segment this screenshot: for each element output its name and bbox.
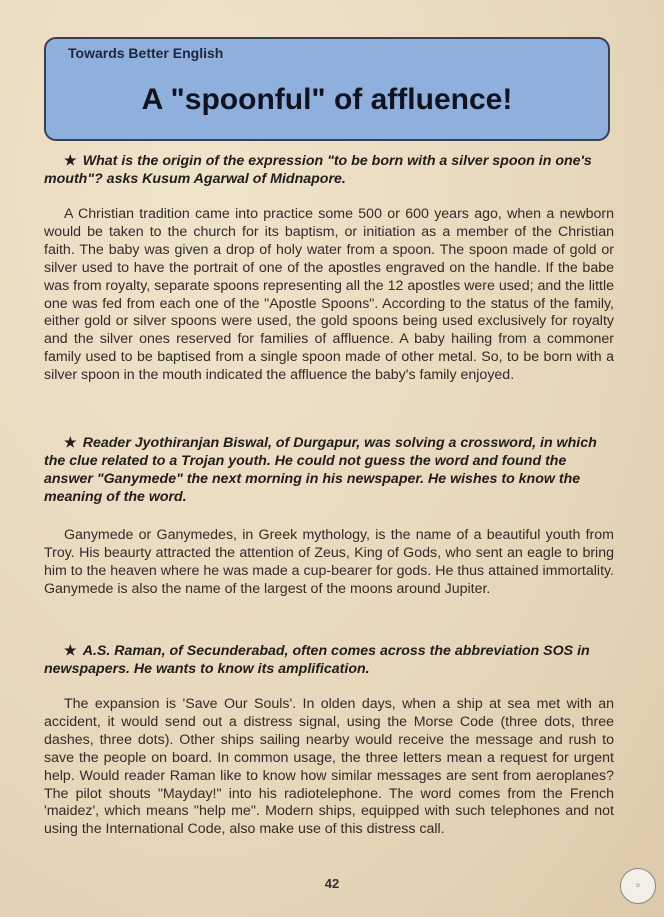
question-2-text: Reader Jyothiranjan Biswal, of Durgapur, was solving a crossword, in which the clue related to a Trojan youth. He could not guess the word and found the answer "Ganymede" the next morning in his newspaper. He wishes to know the meaning of the word. <box>44 435 597 505</box>
answer-1: A Christian tradition came into practice some 500 or 600 years ago, when a newborn would be taken to the church for its baptism, or initiation as a member of the Christian faith. The baby was given a drop of holy water from a spoon. The spoon made of gold or silver used to have the portrait of one of the apostles engraved on the handle. If the babe was from royalty, separate spoons representing all the 12 apostles were used; and the little one was fed from each one of the "Apostle Spoons". According to the status of the family, either gold or silver spoons were used, the gold spoons being used exclusively for royalty and the silver ones reserved for families of affluence. A baby hailing from a commoner family used to be baptised from a single spoon made of other metal. So, to be born with a silver spoon in the mouth indicated the affluence the baby's family enjoyed. <box>44 206 614 384</box>
star-icon: ★ <box>64 435 77 451</box>
question-1-text: What is the origin of the expression "to be born with a silver spoon in one's mouth"? asks Kusum Agarwal of Midnapore. <box>44 153 592 187</box>
library-stamp-icon: ☺ <box>620 868 656 904</box>
star-icon: ★ <box>64 643 77 659</box>
page-title: A "spoonful" of affluence! <box>141 83 513 116</box>
header-box <box>44 37 610 141</box>
question-3 <box>44 642 614 678</box>
page-number: 42 <box>324 876 340 891</box>
section-label: Towards Better English <box>68 45 224 61</box>
question-2 <box>44 434 614 506</box>
question-3-text: A.S. Raman, of Secunderabad, often comes across the abbreviation SOS in newspapers. He wants to know its amplification. <box>44 643 590 677</box>
answer-3: The expansion is 'Save Our Souls'. In olden days, when a ship at sea met with an accident, it would send out a distress signal, using the Morse Code (three dots, three dashes, three dots). Other ships sailing nearby would receive the message and rush to save the people on board. In common usage, the three letters mean a request for urgent help. Would reader Raman like to know how similar messages are sent from aeroplanes? The pilot shouts "Mayday!" into his radiotelephone. The word comes from the French 'maidez', which means "help me". Modern ships, equipped with such telephones and not using the International Code, also make use of this distress call. <box>44 696 614 838</box>
star-icon: ★ <box>64 153 77 169</box>
answer-2: Ganymede or Ganymedes, in Greek mythology, is the name of a beautiful youth from Troy. His beaurty attracted the attention of Zeus, King of Gods, who sent an eagle to bring him to the heaven where he was made a cup-bearer for gods. He thus attained immortality. Ganymede is also the name of the largest of the moons around Jupiter. <box>44 527 614 597</box>
question-1 <box>44 152 614 188</box>
